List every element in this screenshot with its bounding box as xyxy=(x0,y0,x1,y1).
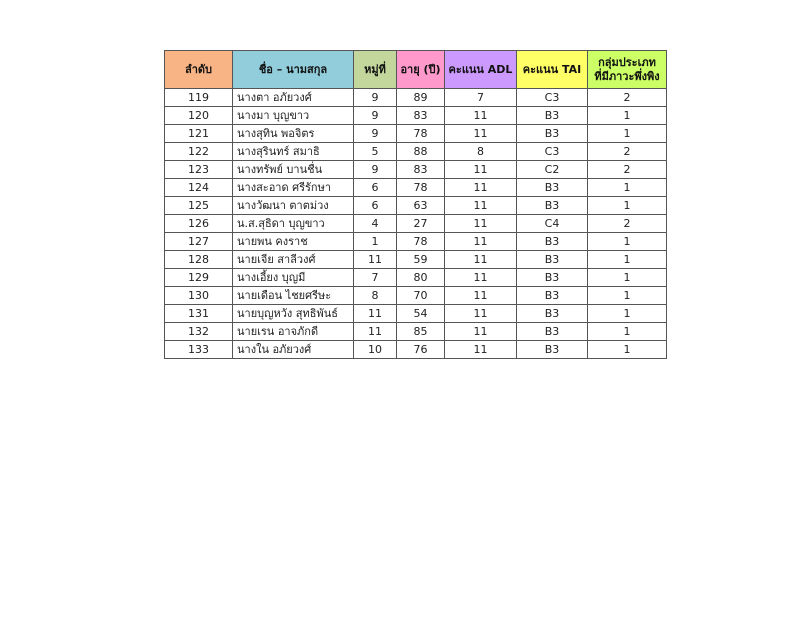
cell-age: 63 xyxy=(397,197,445,215)
cell-tai: B3 xyxy=(517,269,588,287)
cell-adl: 11 xyxy=(445,179,517,197)
cell-name: นางใน อภัยวงศ์ xyxy=(233,341,354,359)
cell-tai: B3 xyxy=(517,251,588,269)
cell-name: นายเจีย สาลีวงศ์ xyxy=(233,251,354,269)
cell-name: นางวัฒนา ตาตม่วง xyxy=(233,197,354,215)
cell-village: 9 xyxy=(354,125,397,143)
cell-village: 11 xyxy=(354,323,397,341)
cell-name: นางสุรินทร์ สมาธิ xyxy=(233,143,354,161)
cell-order: 119 xyxy=(165,89,233,107)
table-row xyxy=(165,287,667,305)
header-age: อายุ (ปี) xyxy=(397,51,445,89)
cell-village: 9 xyxy=(354,107,397,125)
table-row xyxy=(165,305,667,323)
cell-order: 131 xyxy=(165,305,233,323)
table-row xyxy=(165,251,667,269)
cell-name: นายเดือน ไชยศรีษะ xyxy=(233,287,354,305)
cell-village: 8 xyxy=(354,287,397,305)
cell-name: นายเรน อาจภักดี xyxy=(233,323,354,341)
dependency-table xyxy=(164,50,667,359)
cell-age: 89 xyxy=(397,89,445,107)
cell-group: 1 xyxy=(588,251,667,269)
cell-group: 2 xyxy=(588,161,667,179)
cell-tai: B3 xyxy=(517,125,588,143)
header-dependency-group: กลุ่มประเภท ที่มีภาวะพึ่งพิง xyxy=(588,51,667,89)
cell-group: 1 xyxy=(588,179,667,197)
cell-name: นางสะอาด ศรีรักษา xyxy=(233,179,354,197)
table-row xyxy=(165,179,667,197)
table-row xyxy=(165,269,667,287)
cell-group: 1 xyxy=(588,341,667,359)
cell-group: 1 xyxy=(588,287,667,305)
cell-order: 126 xyxy=(165,215,233,233)
cell-order: 132 xyxy=(165,323,233,341)
cell-age: 70 xyxy=(397,287,445,305)
cell-name: นางเอี้ยง บุญมี xyxy=(233,269,354,287)
cell-adl: 11 xyxy=(445,341,517,359)
cell-age: 78 xyxy=(397,125,445,143)
cell-tai: B3 xyxy=(517,107,588,125)
table-row xyxy=(165,323,667,341)
header-adl-score: คะแนน ADL xyxy=(445,51,517,89)
cell-order: 120 xyxy=(165,107,233,125)
cell-group: 1 xyxy=(588,269,667,287)
cell-order: 121 xyxy=(165,125,233,143)
cell-order: 124 xyxy=(165,179,233,197)
cell-tai: B3 xyxy=(517,233,588,251)
cell-village: 10 xyxy=(354,341,397,359)
cell-age: 78 xyxy=(397,233,445,251)
cell-tai: B3 xyxy=(517,179,588,197)
cell-tai: C2 xyxy=(517,161,588,179)
cell-age: 88 xyxy=(397,143,445,161)
cell-village: 11 xyxy=(354,251,397,269)
cell-age: 76 xyxy=(397,341,445,359)
cell-age: 80 xyxy=(397,269,445,287)
cell-group: 1 xyxy=(588,233,667,251)
table-body xyxy=(165,89,667,359)
cell-tai: B3 xyxy=(517,305,588,323)
cell-group: 2 xyxy=(588,89,667,107)
cell-name: นางมา บุญขาว xyxy=(233,107,354,125)
cell-tai: B3 xyxy=(517,341,588,359)
cell-village: 6 xyxy=(354,197,397,215)
cell-group: 1 xyxy=(588,197,667,215)
cell-village: 5 xyxy=(354,143,397,161)
cell-age: 83 xyxy=(397,107,445,125)
table-row xyxy=(165,107,667,125)
cell-age: 85 xyxy=(397,323,445,341)
cell-adl: 11 xyxy=(445,251,517,269)
cell-name: น.ส.สุธิดา บุญขาว xyxy=(233,215,354,233)
table-row xyxy=(165,215,667,233)
cell-age: 78 xyxy=(397,179,445,197)
cell-village: 6 xyxy=(354,179,397,197)
cell-order: 133 xyxy=(165,341,233,359)
cell-adl: 11 xyxy=(445,233,517,251)
cell-tai: C4 xyxy=(517,215,588,233)
cell-group: 1 xyxy=(588,305,667,323)
cell-age: 59 xyxy=(397,251,445,269)
cell-group: 2 xyxy=(588,143,667,161)
cell-tai: B3 xyxy=(517,197,588,215)
cell-age: 54 xyxy=(397,305,445,323)
cell-adl: 11 xyxy=(445,269,517,287)
table-row xyxy=(165,125,667,143)
cell-name: นายบุญหวัง สุทธิพันธ์ xyxy=(233,305,354,323)
cell-adl: 11 xyxy=(445,215,517,233)
cell-adl: 11 xyxy=(445,287,517,305)
cell-name: นางทรัพย์ บานชื่น xyxy=(233,161,354,179)
cell-adl: 11 xyxy=(445,197,517,215)
cell-village: 4 xyxy=(354,215,397,233)
cell-order: 127 xyxy=(165,233,233,251)
header-tai-score: คะแนน TAI xyxy=(517,51,588,89)
cell-group: 1 xyxy=(588,323,667,341)
cell-order: 130 xyxy=(165,287,233,305)
header-row xyxy=(165,51,667,89)
cell-group: 1 xyxy=(588,125,667,143)
cell-tai: C3 xyxy=(517,143,588,161)
cell-adl: 7 xyxy=(445,89,517,107)
cell-order: 123 xyxy=(165,161,233,179)
cell-village: 11 xyxy=(354,305,397,323)
cell-order: 128 xyxy=(165,251,233,269)
header-order: ลำดับ xyxy=(165,51,233,89)
cell-order: 125 xyxy=(165,197,233,215)
cell-village: 7 xyxy=(354,269,397,287)
table-row xyxy=(165,341,667,359)
table-row xyxy=(165,143,667,161)
header-village: หมู่ที่ xyxy=(354,51,397,89)
table-row xyxy=(165,161,667,179)
cell-adl: 11 xyxy=(445,161,517,179)
cell-age: 83 xyxy=(397,161,445,179)
cell-group: 2 xyxy=(588,215,667,233)
cell-name: นายพน คงราช xyxy=(233,233,354,251)
cell-adl: 11 xyxy=(445,323,517,341)
cell-tai: B3 xyxy=(517,323,588,341)
cell-adl: 11 xyxy=(445,107,517,125)
table-row xyxy=(165,233,667,251)
cell-name: นางตา อภัยวงศ์ xyxy=(233,89,354,107)
cell-village: 9 xyxy=(354,89,397,107)
table-row xyxy=(165,197,667,215)
cell-name: นางสุทิน พอจิตร xyxy=(233,125,354,143)
cell-adl: 11 xyxy=(445,305,517,323)
cell-adl: 8 xyxy=(445,143,517,161)
cell-tai: B3 xyxy=(517,287,588,305)
header-name: ชื่อ – นามสกุล xyxy=(233,51,354,89)
cell-tai: C3 xyxy=(517,89,588,107)
cell-village: 9 xyxy=(354,161,397,179)
cell-village: 1 xyxy=(354,233,397,251)
cell-order: 122 xyxy=(165,143,233,161)
cell-age: 27 xyxy=(397,215,445,233)
cell-adl: 11 xyxy=(445,125,517,143)
cell-order: 129 xyxy=(165,269,233,287)
cell-group: 1 xyxy=(588,107,667,125)
table-row xyxy=(165,89,667,107)
